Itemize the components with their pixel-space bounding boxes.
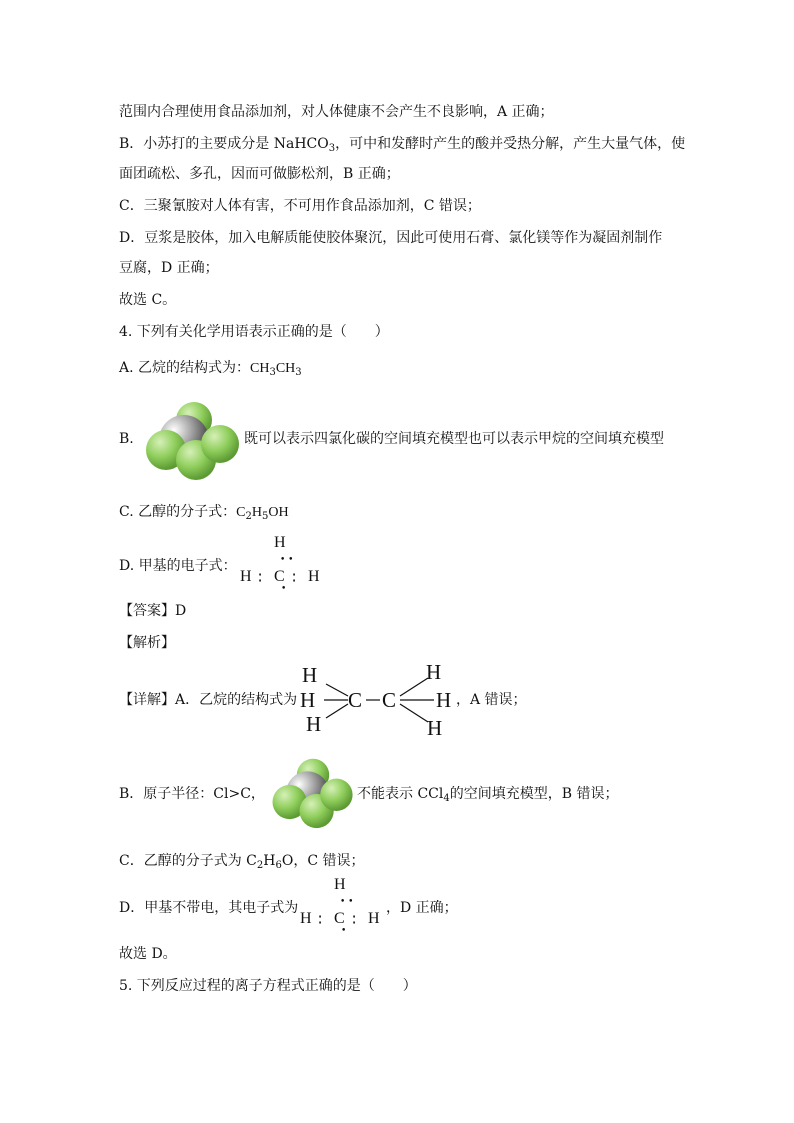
detail-c: C．乙醇的分子式为 $C_2H_6O$，C 错误； xyxy=(119,853,365,871)
methyl-electron-formula: H • • H ∶ C ∶ H • xyxy=(300,876,380,936)
detail-a-tail: ，A 错误； xyxy=(456,692,527,708)
option-b-text: 既可以表示四氯化碳的空间填充模型也可以表示甲烷的空间填充模型 xyxy=(244,431,664,447)
detail-d-pre: D．甲基不带电，其电子式为 xyxy=(119,900,299,916)
answer-line: 【答案】D xyxy=(119,603,187,619)
space-filling-model-icon xyxy=(268,752,358,834)
option-d-label: D. 甲基的电子式： xyxy=(119,558,237,574)
detail-a-text: 【详解】A．乙烷的结构式为 xyxy=(119,692,298,708)
text-line: 豆腐，D 正确； xyxy=(119,260,219,276)
detail-b-pre: B．原子半径：Cl>C， xyxy=(119,786,265,802)
text-line: C．三聚氰胺对人体有害，不可用作食品添加剂，C 错误； xyxy=(119,198,481,214)
text-line: 范围内合理使用食品添加剂，对人体健康不会产生不良影响，A 正确； xyxy=(119,104,554,120)
ethane-atoms: H H H C C H H H xyxy=(300,660,452,740)
analysis-title: 【解析】 xyxy=(119,635,175,651)
text-line: B．小苏打的主要成分是 NaHCO$_3$，可中和发酵时产生的酸并受热分解，产生大量气体，使 xyxy=(119,136,686,154)
detail-b-post: 不能表示 CCl$_4$的空间填充模型，B 错误； xyxy=(357,786,619,804)
space-filling-model-icon xyxy=(144,398,244,482)
question-stem: 5. 下列反应过程的离子方程式正确的是（ ） xyxy=(119,978,417,994)
option-a: A. 乙烷的结构式为：$CH_3CH_3$ xyxy=(119,360,302,378)
text-line: D．豆浆是胶体，加入电解质能使胶体聚沉，因此可使用石膏、氯化镁等作为凝固剂制作 xyxy=(119,230,663,246)
text-line: 故选 C。 xyxy=(119,292,177,308)
conclusion: 故选 D。 xyxy=(119,946,177,962)
option-b-label: B. xyxy=(119,431,134,447)
option-c: C. 乙醇的分子式：$C_2H_5OH$ xyxy=(119,504,289,522)
question-stem: 4. 下列有关化学用语表示正确的是（ ） xyxy=(119,324,389,340)
methyl-electron-formula: H • • H ∶ C ∶ H • xyxy=(240,534,320,594)
detail-d-tail: ，D 正确； xyxy=(386,900,458,916)
text-line: 面团疏松、多孔，因而可做膨松剂，B 正确； xyxy=(119,166,400,182)
